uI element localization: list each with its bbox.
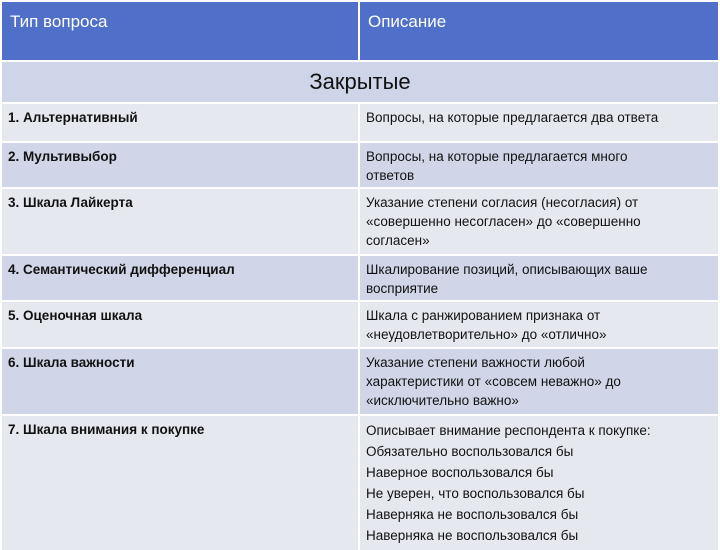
desc-line: характеристики от «совсем неважно» до — [366, 374, 621, 389]
header-type: Тип вопроса — [2, 2, 360, 60]
desc-line: согласен» — [366, 233, 430, 248]
row-description — [360, 104, 718, 141]
row-description — [360, 416, 718, 550]
desc-line: Не уверен, что воспользовался бы — [366, 486, 585, 501]
desc-line: Шкала с ранжированием признака от — [366, 308, 601, 323]
desc-line: Наверняка не воспользовался бы — [366, 528, 579, 543]
desc-line: ответов — [366, 168, 415, 183]
desc-line: Наверное воспользовался бы — [366, 465, 554, 480]
table-row — [2, 302, 718, 349]
desc-line: Вопросы, на которые предлагается много — [366, 149, 628, 164]
desc-line: Вопросы, на которые предлагается два ответа — [366, 110, 659, 125]
row-description — [360, 302, 718, 347]
row-type: 2. Мультивыбор — [2, 143, 360, 187]
table-row — [2, 143, 718, 189]
section-title: Закрытые — [2, 62, 718, 104]
desc-line: «совершенно несогласен» до «совершенно — [366, 214, 641, 229]
desc-line: «исключительно важно» — [366, 393, 519, 408]
row-type: 4. Семантический дифференциал — [2, 256, 360, 300]
row-type: 3. Шкала Лайкерта — [2, 189, 360, 254]
desc-line: «неудовлетворительно» до «отлично» — [366, 327, 607, 342]
row-description — [360, 256, 718, 300]
desc-line: Указание степени согласия (несогласия) от — [366, 195, 639, 210]
table-row — [2, 189, 718, 256]
table-row — [2, 256, 718, 302]
table-row — [2, 416, 718, 550]
desc-line: Описывает внимание респондента к покупке: — [366, 423, 651, 438]
row-type: 6. Шкала важности — [2, 349, 360, 414]
desc-line: Обязательно воспользовался бы — [366, 444, 574, 459]
row-type: 5. Оценочная шкала — [2, 302, 360, 347]
table-header — [2, 2, 718, 62]
row-description — [360, 189, 718, 254]
desc-line: восприятие — [366, 281, 439, 296]
row-type: 1. Альтернативный — [2, 104, 360, 141]
desc-line: Шкалирование позиций, описывающих ваше — [366, 262, 648, 277]
desc-line: Указание степени важности любой — [366, 355, 585, 370]
header-description: Описание — [360, 2, 718, 60]
table-row — [2, 349, 718, 416]
table-row — [2, 104, 718, 143]
row-description — [360, 349, 718, 414]
desc-line: Наверняка не воспользовался бы — [366, 507, 579, 522]
row-description — [360, 143, 718, 187]
row-type: 7. Шкала внимания к покупке — [2, 416, 360, 550]
question-types-table — [2, 2, 718, 550]
